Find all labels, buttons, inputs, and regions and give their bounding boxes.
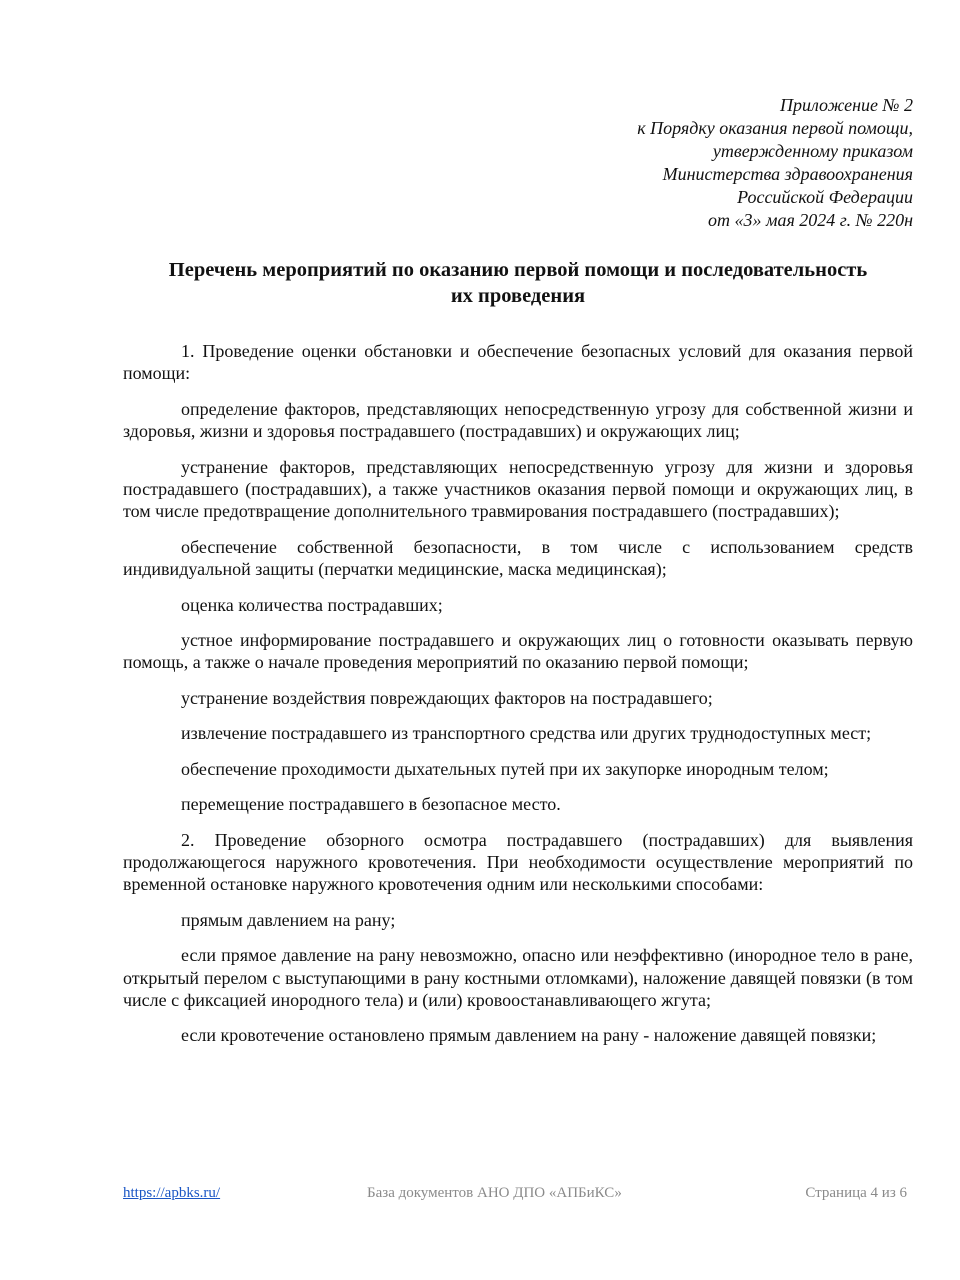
paragraph: перемещение пострадавшего в безопасное место.	[181, 794, 561, 815]
paragraph: 2. Проведение обзорного осмотра пострадавшего (пострадавших) для выявления продолжающегося наружного кровотечения. При необходимости осуществление мероприятий по временной остановке наружного кровотечения одним или несколькими способами:	[123, 829, 913, 895]
document-body	[123, 340, 913, 1060]
appendix-line: от «3» мая 2024 г. № 220н	[707, 210, 913, 230]
appendix-line: к Порядку оказания первой помощи,	[637, 118, 913, 138]
appendix-line: Приложение № 2	[779, 95, 913, 115]
paragraph: оценка количества пострадавших;	[181, 594, 443, 615]
appendix-header	[493, 94, 913, 232]
paragraph: устранение воздействия повреждающих факторов на пострадавшего;	[181, 687, 713, 708]
paragraph: устное информирование пострадавшего и окружающих лиц о готовности оказывать первую помощь, а также о начале проведения мероприятий по оказанию первой помощи;	[123, 630, 913, 673]
paragraph: если прямое давление на рану невозможно, опасно или неэффективно (инородное тело в ране, открытый перелом с выступающими в рану костными отломками), наложение давящей повязки (в том числе с фиксацией инородного тела) и (или) кровоостанавливающего жгута;	[123, 945, 913, 1010]
paragraph: если кровотечение остановлено прямым давлением на рану - наложение давящей повязки;	[181, 1025, 877, 1046]
appendix-line: Российской Федерации	[737, 187, 913, 207]
appendix-line: Министерства здравоохранения	[662, 164, 913, 184]
title-line: их проведения	[450, 285, 586, 307]
page-footer	[123, 1185, 907, 1207]
footer-source: База документов АНО ДПО «АПБиКС»	[367, 1185, 622, 1201]
paragraph: извлечение пострадавшего из транспортного средства или других труднодоступных мест;	[181, 723, 872, 744]
paragraph: обеспечение проходимости дыхательных путей при их закупорке инородным телом;	[181, 758, 829, 779]
document-title	[123, 257, 913, 309]
paragraph: определение факторов, представляющих непосредственную угрозу для собственной жизни и здоровья, жизни и здоровья пострадавшего (пострадавших) и окружающих лиц;	[123, 398, 913, 442]
paragraph: устранение факторов, представляющих непосредственную угрозу для жизни и здоровья пострадавшего (пострадавших), а также участников оказания первой помощи и окружающих лиц, в том числе предотвращение дополнительного травмирования пострадавшего (пострадавших);	[123, 456, 913, 522]
footer-link[interactable]: https://apbks.ru/	[123, 1185, 221, 1201]
paragraph: прямым давлением на рану;	[181, 909, 396, 930]
title-line: Перечень мероприятий по оказанию первой помощи и последовательность	[168, 259, 868, 281]
page-number: Страница 4 из 6	[805, 1185, 907, 1201]
appendix-line: утвержденному приказом	[712, 141, 913, 161]
paragraph: обеспечение собственной безопасности, в том числе с использованием средств индивидуальной защиты (перчатки медицинские, маска медицинская);	[123, 536, 913, 580]
paragraph: 1. Проведение оценки обстановки и обеспечение безопасных условий для оказания первой помощи:	[123, 341, 913, 384]
